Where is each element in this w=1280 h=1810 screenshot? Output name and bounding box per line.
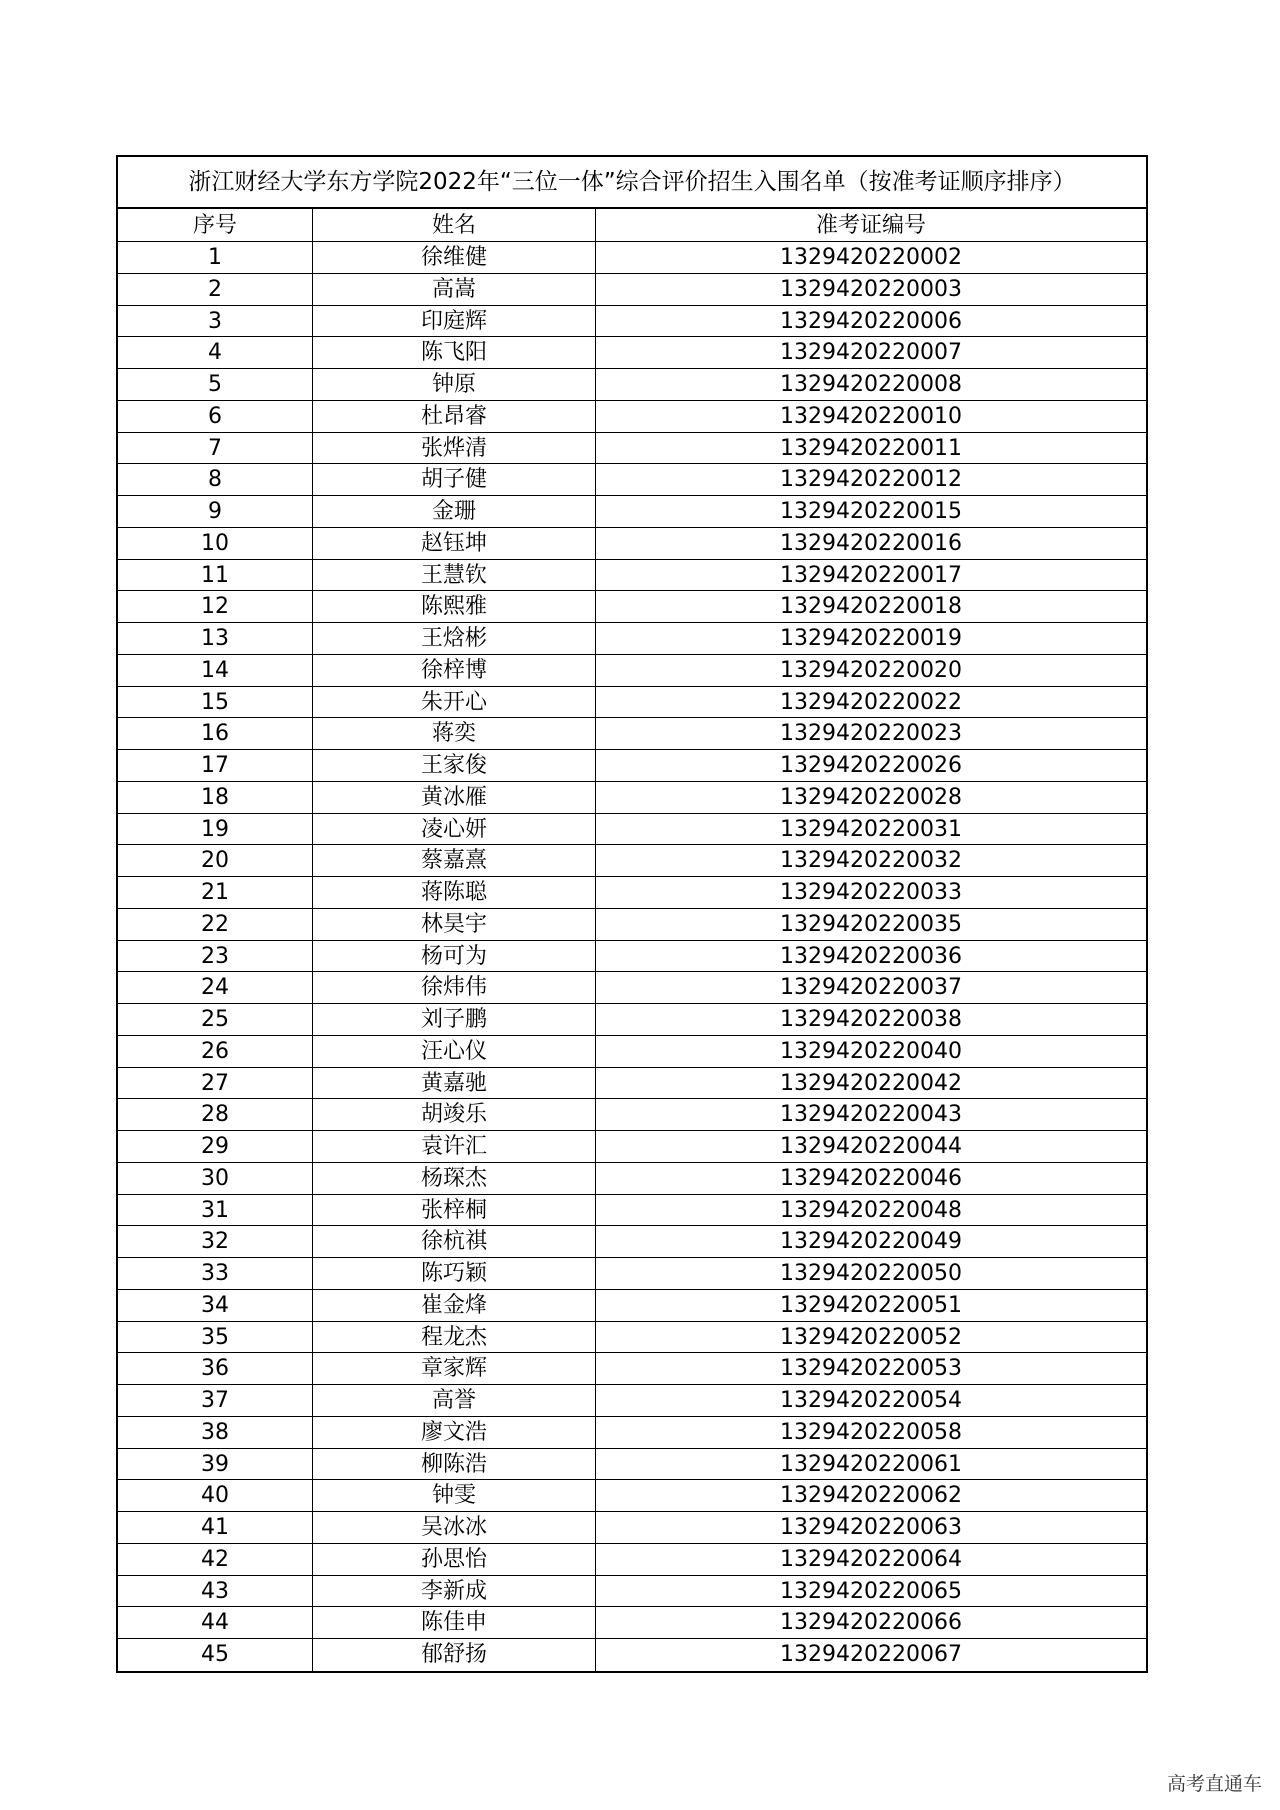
row-name-cell: 黄嘉驰 — [313, 1068, 596, 1100]
row-index-cell: 41 — [118, 1512, 313, 1544]
row-exam-number-cell: 1329420220017 — [596, 560, 1146, 592]
row-exam-number-cell: 1329420220007 — [596, 337, 1146, 369]
row-exam-number-cell: 1329420220051 — [596, 1290, 1146, 1322]
row-name-cell: 陈熙雅 — [313, 591, 596, 623]
header-cell-exam-number: 准考证编号 — [596, 209, 1146, 242]
row-name-cell: 蒋奕 — [313, 718, 596, 750]
row-exam-number-cell: 1329420220061 — [596, 1449, 1146, 1481]
row-exam-number-cell: 1329420220033 — [596, 877, 1146, 909]
row-name-cell: 凌心妍 — [313, 814, 596, 846]
row-name-cell: 朱开心 — [313, 687, 596, 719]
row-name-cell: 徐炜伟 — [313, 972, 596, 1004]
row-name-cell: 林昊宇 — [313, 909, 596, 941]
row-index-cell: 12 — [118, 591, 313, 623]
row-index-cell: 42 — [118, 1544, 313, 1576]
row-exam-number-cell: 1329420220044 — [596, 1131, 1146, 1163]
row-name-cell: 印庭辉 — [313, 306, 596, 338]
row-exam-number-cell: 1329420220019 — [596, 623, 1146, 655]
row-name-cell: 蒋陈聪 — [313, 877, 596, 909]
row-exam-number-cell: 1329420220067 — [780, 1642, 962, 1667]
row-name-cell: 杨琛杰 — [313, 1163, 596, 1195]
row-exam-number-cell: 1329420220038 — [596, 1004, 1146, 1036]
row-exam-number-cell: 1329420220050 — [596, 1258, 1146, 1290]
row-index-cell: 16 — [118, 718, 313, 750]
row-exam-number-cell: 1329420220066 — [596, 1607, 1146, 1639]
row-index-cell: 3 — [118, 306, 313, 338]
row-index-cell: 35 — [118, 1322, 313, 1354]
row-name-cell: 章家辉 — [313, 1353, 596, 1385]
row-name-cell: 汪心仪 — [313, 1036, 596, 1068]
row-name-cell: 王家俊 — [313, 750, 596, 782]
row-exam-number-cell: 1329420220020 — [596, 655, 1146, 687]
row-index-cell: 15 — [118, 687, 313, 719]
header-cell-index: 序号 — [118, 209, 313, 242]
row-exam-number-cell: 1329420220023 — [596, 718, 1146, 750]
row-name-cell: 蔡嘉熹 — [313, 845, 596, 877]
row-exam-number-cell: 1329420220052 — [596, 1322, 1146, 1354]
row-index-cell: 6 — [118, 401, 313, 433]
row-index-cell: 10 — [118, 528, 313, 560]
row-index-cell: 37 — [118, 1385, 313, 1417]
table-grid — [118, 209, 1146, 1671]
row-exam-number-cell: 1329420220006 — [596, 306, 1146, 338]
row-exam-number-cell: 1329420220040 — [596, 1036, 1146, 1068]
row-name-cell: 吴冰冰 — [313, 1512, 596, 1544]
row-index-cell: 2 — [118, 274, 313, 306]
row-name-cell: 张梓桐 — [313, 1195, 596, 1227]
row-name-cell: 程龙杰 — [313, 1322, 596, 1354]
header-cell-name: 姓名 — [313, 209, 596, 242]
admission-list-table — [116, 155, 1148, 1673]
row-name-cell: 高誉 — [313, 1385, 596, 1417]
row-exam-number-cell: 1329420220003 — [596, 274, 1146, 306]
row-name-cell: 崔金烽 — [313, 1290, 596, 1322]
row-exam-number-cell: 1329420220002 — [596, 242, 1146, 274]
row-exam-number-cell: 1329420220031 — [596, 814, 1146, 846]
row-index-cell: 13 — [118, 623, 313, 655]
row-exam-number-cell: 1329420220054 — [596, 1385, 1146, 1417]
row-exam-number-cell: 1329420220010 — [596, 401, 1146, 433]
row-name-cell: 杨可为 — [313, 941, 596, 973]
row-exam-number-cell: 1329420220011 — [596, 433, 1146, 465]
row-index-cell: 24 — [118, 972, 313, 1004]
row-name-cell: 陈飞阳 — [313, 337, 596, 369]
row-name-cell: 黄冰雁 — [313, 782, 596, 814]
row-index-cell: 4 — [118, 337, 313, 369]
row-name-cell: 胡竣乐 — [313, 1099, 596, 1131]
row-index-cell: 38 — [118, 1417, 313, 1449]
row-index-cell: 25 — [118, 1004, 313, 1036]
row-exam-number-cell: 1329420220053 — [596, 1353, 1146, 1385]
watermark: 高考直通车 — [1166, 1773, 1262, 1795]
row-name-cell: 郁舒扬 — [313, 1639, 596, 1671]
row-index-cell: 21 — [118, 877, 313, 909]
row-index-cell: 30 — [118, 1163, 313, 1195]
row-index-cell: 29 — [118, 1131, 313, 1163]
row-exam-number-cell: 1329420220048 — [596, 1195, 1146, 1227]
row-index-cell: 34 — [118, 1290, 313, 1322]
row-index-cell: 44 — [118, 1607, 313, 1639]
row-name-cell: 王慧钦 — [313, 560, 596, 592]
row-exam-number-cell: 1329420220026 — [596, 750, 1146, 782]
row-index-cell: 28 — [118, 1099, 313, 1131]
row-index-cell: 1 — [118, 242, 313, 274]
row-index-cell: 45 — [118, 1639, 313, 1671]
row-name-cell: 杜昂睿 — [313, 401, 596, 433]
row-exam-number-cell: 1329420220036 — [596, 941, 1146, 973]
row-exam-number-cell: 1329420220046 — [596, 1163, 1146, 1195]
row-index-cell: 23 — [118, 941, 313, 973]
row-name-cell: 张烨清 — [313, 433, 596, 465]
row-index-cell: 18 — [118, 782, 313, 814]
row-name-cell: 高嵩 — [313, 274, 596, 306]
row-index-cell: 43 — [118, 1576, 313, 1608]
row-index-cell: 26 — [118, 1036, 313, 1068]
row-index-cell: 32 — [118, 1226, 313, 1258]
row-name-cell: 王焓彬 — [313, 623, 596, 655]
row-exam-number-cell: 1329420220015 — [596, 496, 1146, 528]
row-index-cell: 33 — [118, 1258, 313, 1290]
row-index-cell: 8 — [118, 464, 313, 496]
row-index-cell: 19 — [118, 814, 313, 846]
row-exam-number-cell: 1329420220022 — [596, 687, 1146, 719]
row-exam-number-cell: 1329420220043 — [596, 1099, 1146, 1131]
row-index-cell: 20 — [118, 845, 313, 877]
row-index-cell: 7 — [118, 433, 313, 465]
row-exam-number-cell: 1329420220064 — [596, 1544, 1146, 1576]
row-name-cell: 陈佳申 — [313, 1607, 596, 1639]
row-index-cell: 40 — [118, 1480, 313, 1512]
row-name-cell: 金珊 — [313, 496, 596, 528]
row-name-cell: 李新成 — [313, 1576, 596, 1608]
row-exam-number-cell: 1329420220042 — [596, 1068, 1146, 1100]
row-index-cell: 11 — [118, 560, 313, 592]
row-index-cell: 36 — [118, 1353, 313, 1385]
row-exam-number-cell: 1329420220037 — [596, 972, 1146, 1004]
row-exam-number-cell: 1329420220049 — [596, 1226, 1146, 1258]
row-exam-number-cell: 1329420220018 — [596, 591, 1146, 623]
row-name-cell: 廖文浩 — [313, 1417, 596, 1449]
row-index-cell: 17 — [118, 750, 313, 782]
row-exam-number-cell: 1329420220062 — [596, 1480, 1146, 1512]
row-index-cell: 27 — [118, 1068, 313, 1100]
row-exam-number-cell: 1329420220008 — [596, 369, 1146, 401]
document-title: 浙江财经大学东方学院2022年“三位一体”综合评价招生入围名单（按准考证顺序排序） — [118, 157, 1146, 209]
row-name-cell: 徐维健 — [313, 242, 596, 274]
row-index-cell: 5 — [118, 369, 313, 401]
row-name-cell: 胡子健 — [313, 464, 596, 496]
row-index-cell: 9 — [118, 496, 313, 528]
row-exam-number-cell: 1329420220032 — [596, 845, 1146, 877]
row-name-cell: 袁许汇 — [313, 1131, 596, 1163]
row-name-cell: 孙思怡 — [313, 1544, 596, 1576]
row-exam-number-cell: 1329420220063 — [596, 1512, 1146, 1544]
row-exam-number-cell: 1329420220012 — [596, 464, 1146, 496]
row-exam-number-cell: 1329420220016 — [596, 528, 1146, 560]
row-name-cell: 钟原 — [313, 369, 596, 401]
row-index-cell: 39 — [118, 1449, 313, 1481]
row-name-cell: 钟雯 — [313, 1480, 596, 1512]
row-name-cell: 徐杭祺 — [313, 1226, 596, 1258]
row-index-cell: 22 — [118, 909, 313, 941]
row-index-cell: 31 — [118, 1195, 313, 1227]
row-exam-number-cell: 1329420220065 — [596, 1576, 1146, 1608]
row-exam-number-cell: 1329420220035 — [596, 909, 1146, 941]
row-exam-number-cell: 1329420220058 — [596, 1417, 1146, 1449]
row-exam-number-cell: 1329420220028 — [596, 782, 1146, 814]
row-name-cell: 柳陈浩 — [313, 1449, 596, 1481]
row-name-cell: 徐梓博 — [313, 655, 596, 687]
row-name-cell: 刘子鹏 — [313, 1004, 596, 1036]
row-name-cell: 陈巧颖 — [313, 1258, 596, 1290]
row-index-cell: 14 — [118, 655, 313, 687]
row-name-cell: 赵钰坤 — [313, 528, 596, 560]
